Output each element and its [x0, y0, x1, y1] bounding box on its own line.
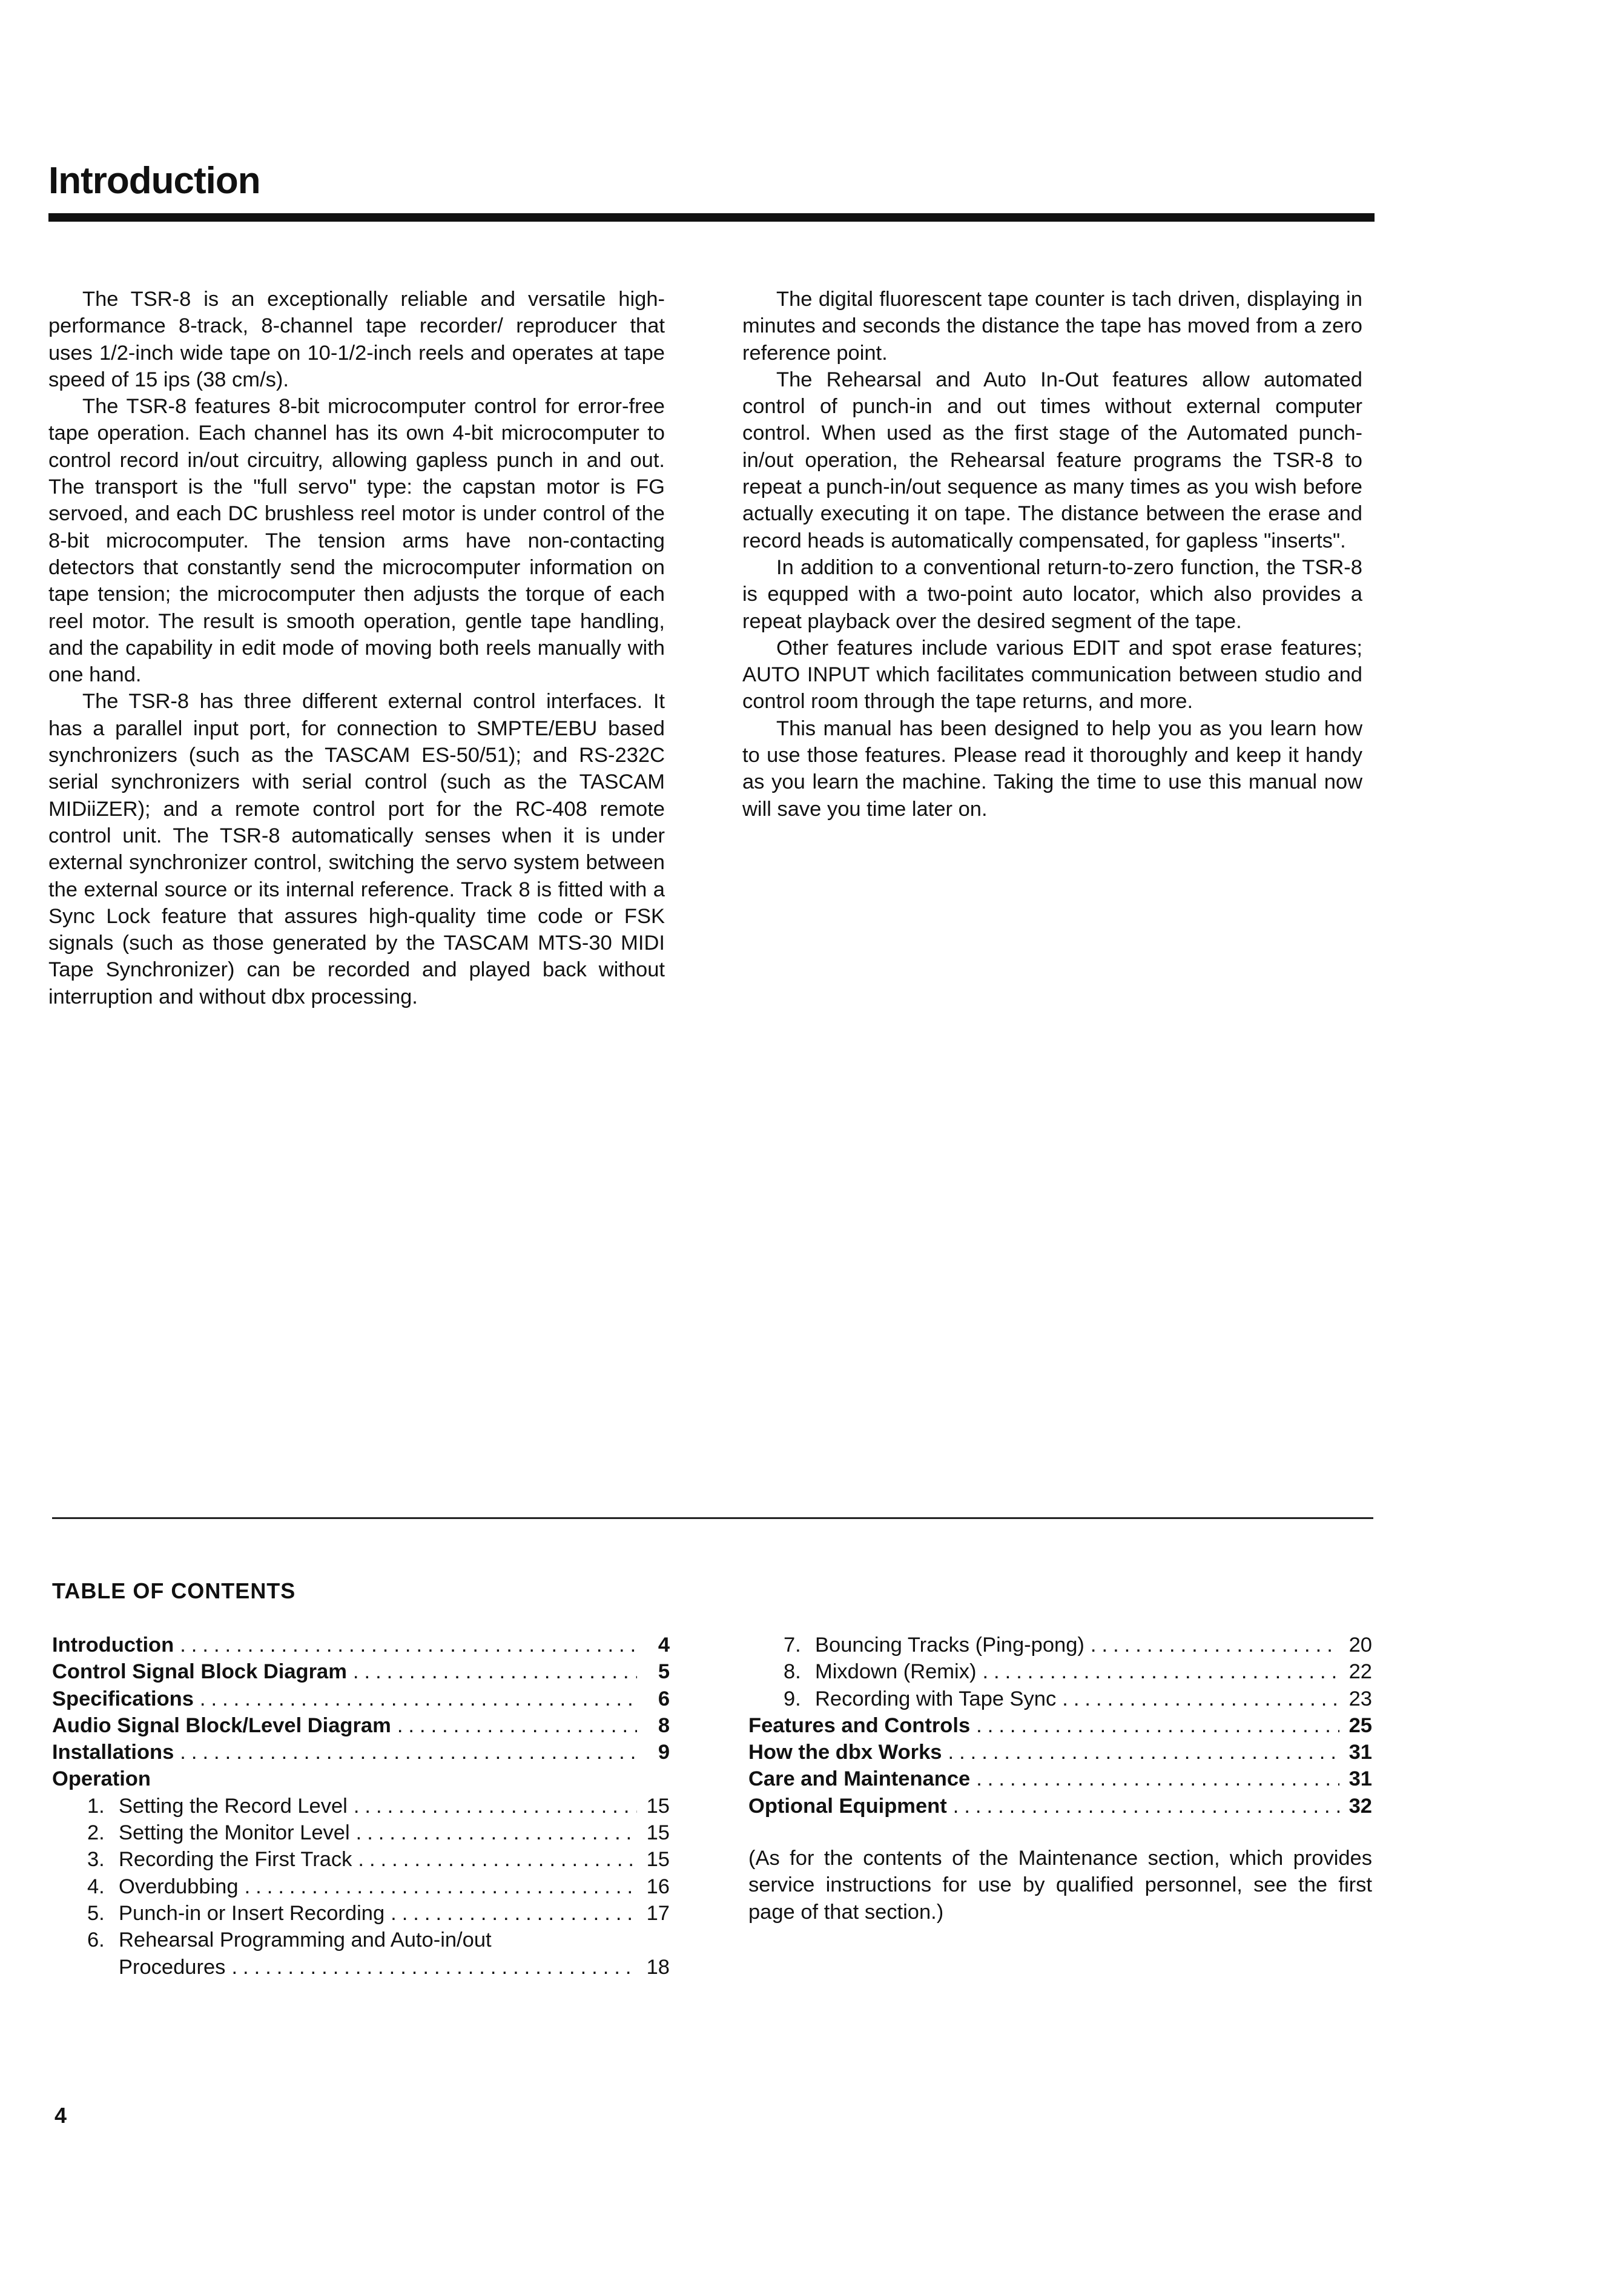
toc-entry [748, 1793, 1372, 1819]
toc-entry [52, 1927, 670, 1953]
toc-entry-number: 9. [784, 1687, 801, 1710]
toc-entry-label: Specifications [52, 1687, 194, 1710]
intro-right-column [742, 286, 1362, 823]
toc-dot-leader [180, 1739, 637, 1766]
toc-entry-label: Bouncing Tracks (Ping-pong) [815, 1634, 1084, 1657]
toc-entry-page: 4 [658, 1634, 670, 1657]
toc-dot-leader [353, 1658, 637, 1685]
toc-entry [748, 1739, 1372, 1766]
toc-entry-page: 15 [646, 1794, 670, 1818]
intro-paragraph: This manual has been designed to help you as you learn how to use those features. Please read it thoroughly and keep it handy as you learn the machine. Taking the time to use this manual now will save you time later on. [742, 717, 1362, 821]
toc-entry [748, 1686, 1372, 1712]
intro-paragraph: The Rehearsal and Auto In-Out features allow automated control of punch-in and out times without external computer control. When used as the first stage of the Automated punch-in/out operation, the Rehearsal feature programs the TSR-8 to repeat a punch-in/out sequence as many times as you wish before actually executing it on tape. The distance between the erase and record heads is automatically compensated, for gapless "inserts". [742, 368, 1362, 552]
intro-paragraph: Other features include various EDIT and spot erase features; AUTO INPUT which facilitates communication between studio and control room through the tape returns, and more. [742, 636, 1362, 713]
toc-dot-leader [397, 1712, 637, 1739]
toc-entry-label: Rehearsal Programming and Auto-in/out [119, 1928, 492, 1952]
toc-entry-label: Features and Controls [748, 1713, 971, 1737]
toc-dot-leader [1091, 1632, 1339, 1658]
toc-entry-page: 31 [1348, 1767, 1372, 1791]
toc-entry-number: 1. [87, 1794, 105, 1818]
toc-entry-page: 20 [1348, 1634, 1372, 1657]
toc-entry-page: 18 [646, 1955, 670, 1979]
toc-heading: TABLE OF CONTENTS [52, 1578, 296, 1603]
toc-note: (As for the contents of the Maintenance section, which provides service instructions for use by qualified personnel, see the first page of that section.) [748, 1847, 1372, 1924]
toc-entry-number: 8. [784, 1660, 801, 1684]
toc-entry-page: 25 [1348, 1713, 1372, 1737]
toc-dot-leader [200, 1686, 637, 1712]
toc-entry-label: Audio Signal Block/Level Diagram [52, 1713, 391, 1737]
toc-entry [52, 1873, 670, 1900]
toc-entry [52, 1900, 670, 1927]
title-rule [48, 213, 1375, 222]
toc-entry-page: 17 [646, 1901, 670, 1925]
toc-entry [52, 1632, 670, 1658]
toc-dot-leader [358, 1846, 637, 1873]
toc-entry-label: Setting the Monitor Level [119, 1821, 350, 1845]
toc-dot-leader [245, 1873, 637, 1900]
toc-dot-leader [948, 1739, 1339, 1766]
toc-entry-label: Recording the First Track [119, 1848, 352, 1872]
toc-left-list [52, 1632, 670, 1981]
toc-entry [52, 1793, 670, 1819]
toc-dot-leader [982, 1658, 1339, 1685]
toc-entry [748, 1712, 1372, 1739]
toc-entry [748, 1766, 1372, 1792]
intro-left-column [48, 286, 665, 1010]
toc-entry [748, 1658, 1372, 1685]
toc-entry-page: 16 [646, 1875, 670, 1898]
toc-dot-leader [354, 1793, 637, 1819]
toc-entry-label: Setting the Record Level [119, 1794, 348, 1818]
toc-entry-page: 23 [1348, 1687, 1372, 1710]
toc-entry-label: Mixdown (Remix) [815, 1660, 977, 1684]
toc-entry-number: 4. [87, 1875, 105, 1898]
toc-entry [52, 1658, 670, 1685]
toc-dot-leader [976, 1712, 1339, 1739]
toc-entry-label: Introduction [52, 1634, 174, 1657]
toc-entry [52, 1954, 670, 1981]
toc-entry-label: Optional Equipment [748, 1794, 947, 1818]
toc-dot-leader [1062, 1686, 1339, 1712]
toc-entry [52, 1846, 670, 1873]
toc-dot-leader [180, 1632, 637, 1658]
toc-entry-label: Punch-in or Insert Recording [119, 1901, 385, 1925]
toc-entry-number: 2. [87, 1821, 105, 1845]
toc-entry-page: 6 [658, 1687, 670, 1710]
toc-entry-page: 31 [1348, 1741, 1372, 1764]
toc-entry-label: Control Signal Block Diagram [52, 1660, 347, 1684]
page-title: Introduction [48, 160, 260, 202]
toc-entry [748, 1632, 1372, 1658]
intro-paragraph: The digital fluorescent tape counter is tach driven, displaying in minutes and seconds the distance the tape has moved from a zero reference point. [742, 288, 1362, 365]
toc-entry-number: 7. [784, 1634, 801, 1657]
toc-entry-label: Operation [52, 1767, 151, 1791]
toc-entry-label: Recording with Tape Sync [815, 1687, 1057, 1710]
toc-entry-label: Overdubbing [119, 1875, 239, 1898]
toc-divider [52, 1517, 1373, 1519]
toc-entry-page: 15 [646, 1848, 670, 1872]
toc-right-list [748, 1632, 1372, 1819]
toc-entry [52, 1712, 670, 1739]
toc-dot-leader [391, 1900, 637, 1927]
toc-entry-label: Care and Maintenance [748, 1767, 971, 1791]
toc-dot-leader [953, 1793, 1339, 1819]
intro-paragraph: In addition to a conventional return-to-zero function, the TSR-8 is equpped with a two-point auto locator, which also provides a repeat playback over the desired segment of the tape. [742, 555, 1362, 633]
toc-entry-page: 32 [1348, 1794, 1372, 1818]
intro-paragraph: The TSR-8 has three different external control interfaces. It has a parallel input port, for connection to SMPTE/EBU based synchronizers (such as the TASCAM ES-50/51); and RS-232C serial synchronizers with serial control (such as the TASCAM MIDiiZER); and a remote control port for the RC-408 remote control unit. The TSR-8 automatically senses when it is under external synchronizer control, switching the servo system between the external source or its internal reference. Track 8 is fitted with a Sync Lock feature that assures high-quality time code or FSK signals (such as those generated by the TASCAM MTS-30 MIDI Tape Synchronizer) can be recorded and played back without interruption and without dbx processing. [48, 690, 665, 1008]
toc-entry [52, 1686, 670, 1712]
toc-entry-page: 9 [658, 1741, 670, 1764]
toc-entry-page: 5 [658, 1660, 670, 1684]
toc-entry-number: 3. [87, 1848, 105, 1872]
page-number: 4 [54, 2103, 67, 2128]
toc-entry [52, 1766, 670, 1792]
intro-paragraph: The TSR-8 is an exceptionally reliable and versatile high-performance 8-track, 8-channel tape recorder/ reproducer that uses 1/2-inch wide tape on 10-1/2-inch reels and operates at tape speed of 15 ips (38 cm/s). [48, 288, 665, 391]
toc-entry-page: 15 [646, 1821, 670, 1845]
toc-dot-leader [976, 1766, 1339, 1792]
toc-dot-leader [231, 1954, 637, 1981]
toc-entry [52, 1739, 670, 1766]
toc-entry-label: Procedures [119, 1955, 226, 1979]
toc-entry [52, 1819, 670, 1846]
toc-entry-number: 5. [87, 1901, 105, 1925]
toc-dot-leader [356, 1819, 637, 1846]
intro-paragraph: The TSR-8 features 8-bit microcomputer control for error-free tape operation. Each channel has its own 4-bit microcomputer to control record in/out circuitry, allowing gapless punch in and out. The transport is the "full servo" type: the capstan motor is FG servoed, and each DC brushless reel motor is under control of the 8-bit microcomputer. The tension arms have non-contacting detectors that constantly send the microcomputer information on tape tension; the microcomputer then adjusts the torque of each reel motor. The result is smooth operation, gentle tape handling, and the capability in edit mode of moving both reels manually with one hand. [48, 395, 665, 687]
toc-entry-page: 22 [1348, 1660, 1372, 1684]
toc-entry-label: Installations [52, 1741, 174, 1764]
toc-entry-label: How the dbx Works [748, 1741, 942, 1764]
toc-entry-number: 6. [87, 1928, 105, 1952]
toc-entry-page: 8 [658, 1713, 670, 1737]
